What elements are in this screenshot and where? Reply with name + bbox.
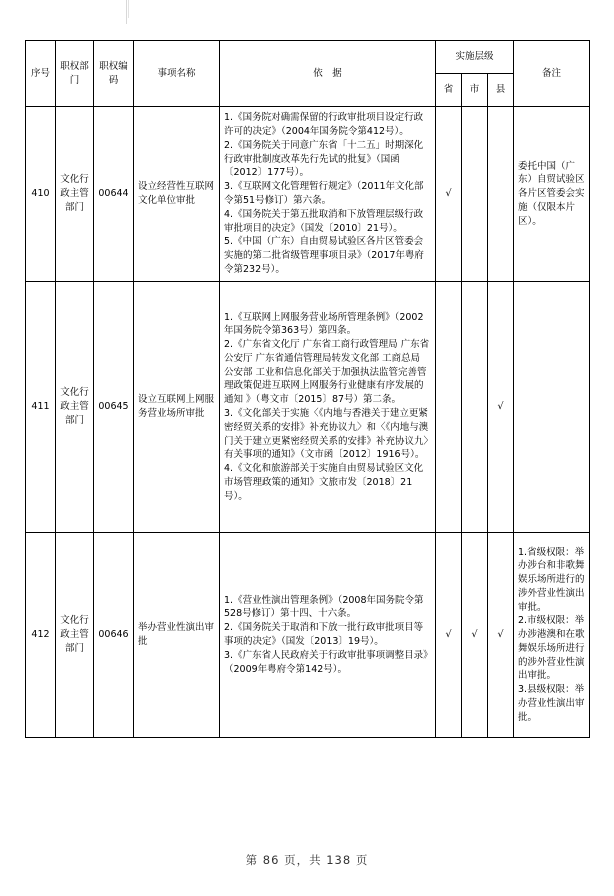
cell-seq: 412 bbox=[26, 533, 56, 738]
cell-basis bbox=[220, 282, 436, 533]
basis-line: 5.《中国（广东）自由贸易试验区各片区管委会实施的第二批省级管理事项目录》（2017年粤府令第232号）。 bbox=[224, 236, 424, 275]
basis-line: 2.《国务院关于取消和下放一批行政审批项目等事项的决定》（国发〔2013〕19号）。 bbox=[224, 622, 424, 647]
column-header-level-county: 县 bbox=[488, 74, 514, 107]
table-body bbox=[26, 107, 590, 738]
note-line: 2.市级权限：举办涉港澳和在歌舞娱乐场所进行的涉外营业性演出审批。 bbox=[518, 615, 585, 682]
cell-code: 00644 bbox=[94, 107, 134, 282]
column-header-level-group: 实施层级 bbox=[436, 41, 514, 74]
cell-level-city bbox=[462, 282, 488, 533]
basis-line: 2.《广东省文化厅 广东省工商行政管理局 广东省公安厅 广东省通信管理局转发文化部 工商总局 公安部 工业和信息化部关于加强执法监管完善管理政策促进互联网上网服务行业健康有序发展的通知 》（粤文市〔2015〕87号）第二条。 bbox=[224, 339, 430, 406]
cell-code: 00646 bbox=[94, 533, 134, 738]
cell-seq: 411 bbox=[26, 282, 56, 533]
administrative-items-table bbox=[25, 40, 590, 738]
cell-level-province: √ bbox=[436, 107, 462, 282]
table-row bbox=[26, 533, 590, 738]
cell-note bbox=[514, 107, 590, 282]
basis-line: 4.《国务院关于第五批取消和下放管理层级行政审批项目的决定》（国发〔2010〕21号）。 bbox=[224, 208, 424, 234]
cell-level-city: √ bbox=[462, 533, 488, 738]
cell-name: 举办营业性演出审批 bbox=[134, 533, 220, 738]
column-header-name: 事项名称 bbox=[134, 41, 220, 107]
basis-line: 3.《广东省人民政府关于行政审批事项调整目录》（2009年粤府令第142号）。 bbox=[224, 649, 428, 675]
cell-level-county: √ bbox=[488, 282, 514, 533]
cell-name: 设立互联网上网服务营业场所审批 bbox=[134, 282, 220, 533]
table-row bbox=[26, 282, 590, 533]
cell-level-city bbox=[462, 107, 488, 282]
cell-level-county bbox=[488, 107, 514, 282]
cell-name: 设立经营性互联网文化单位审批 bbox=[134, 107, 220, 282]
note-line: 3.县级权限：举办营业性演出审批。 bbox=[518, 684, 585, 723]
page-fold-mark-secondary bbox=[128, 0, 129, 18]
cell-level-county: √ bbox=[488, 533, 514, 738]
cell-code: 00645 bbox=[94, 282, 134, 533]
column-header-basis: 依 据 bbox=[220, 41, 436, 107]
table-header bbox=[26, 41, 590, 107]
table-row bbox=[26, 107, 590, 282]
column-header-code: 职权编码 bbox=[94, 41, 134, 107]
basis-line: 1.《国务院对确需保留的行政审批项目设定行政许可的决定》（2004年国务院令第412号）。 bbox=[224, 112, 424, 138]
column-header-level-city: 市 bbox=[462, 74, 488, 107]
basis-line: 1.《互联网上网服务营业场所管理条例》（2002年国务院令第363号）第四条。 bbox=[224, 311, 424, 337]
cell-dept bbox=[56, 107, 94, 282]
cell-basis bbox=[220, 533, 436, 738]
column-header-seq: 序号 bbox=[26, 41, 56, 107]
cell-basis bbox=[220, 107, 436, 282]
basis-line: 3.《文化部关于实施〈《内地与香港关于建立更紧密经贸关系的安排》补充协议九〉和〈《内地与澳门关于建立更紧密经贸关系的安排》补充协议九〉有关事项的通知》（文市函〔2012〕1916号）。 bbox=[224, 408, 429, 461]
basis-line: 4.《文化和旅游部关于实施自由贸易试验区文化市场管理政策的通知》文旅市发〔2018〕21号）。 bbox=[224, 463, 424, 502]
cell-dept bbox=[56, 533, 94, 738]
cell-dept-text: 文化行政主管部门 bbox=[60, 387, 89, 426]
note-line: 1.省级权限：举办涉台和非歌舞娱乐场所进行的涉外营业性演出审批。 bbox=[518, 546, 585, 613]
cell-note bbox=[514, 282, 590, 533]
page-fold-mark bbox=[126, 0, 127, 24]
note-line: 委托中国（广东）自贸试验区各片区管委会实施（仅限本片区）。 bbox=[518, 160, 585, 227]
basis-line: 3.《互联网文化管理暂行规定》（2011年文化部令第51号修订）第六条。 bbox=[224, 181, 424, 206]
column-header-level-province: 省 bbox=[436, 74, 462, 107]
basis-line: 1.《营业性演出管理条例》（2008年国务院令第528号修订）第十四、十六条。 bbox=[224, 594, 424, 620]
basis-line: 2.《国务院关于同意广东省「十二五」时期深化行政审批制度改革先行先试的批复》（国函〔2012〕177号）。 bbox=[224, 139, 424, 179]
cell-dept-text: 文化行政主管部门 bbox=[60, 174, 89, 213]
cell-note bbox=[514, 533, 590, 738]
cell-seq: 410 bbox=[26, 107, 56, 282]
cell-level-province: √ bbox=[436, 533, 462, 738]
page-footer: 第 86 页，共 138 页 bbox=[245, 853, 369, 867]
column-header-dept: 职权部门 bbox=[56, 41, 94, 107]
cell-dept bbox=[56, 282, 94, 533]
cell-dept-text: 文化行政主管部门 bbox=[60, 615, 89, 654]
cell-level-province bbox=[436, 282, 462, 533]
column-header-note: 备注 bbox=[514, 41, 590, 107]
